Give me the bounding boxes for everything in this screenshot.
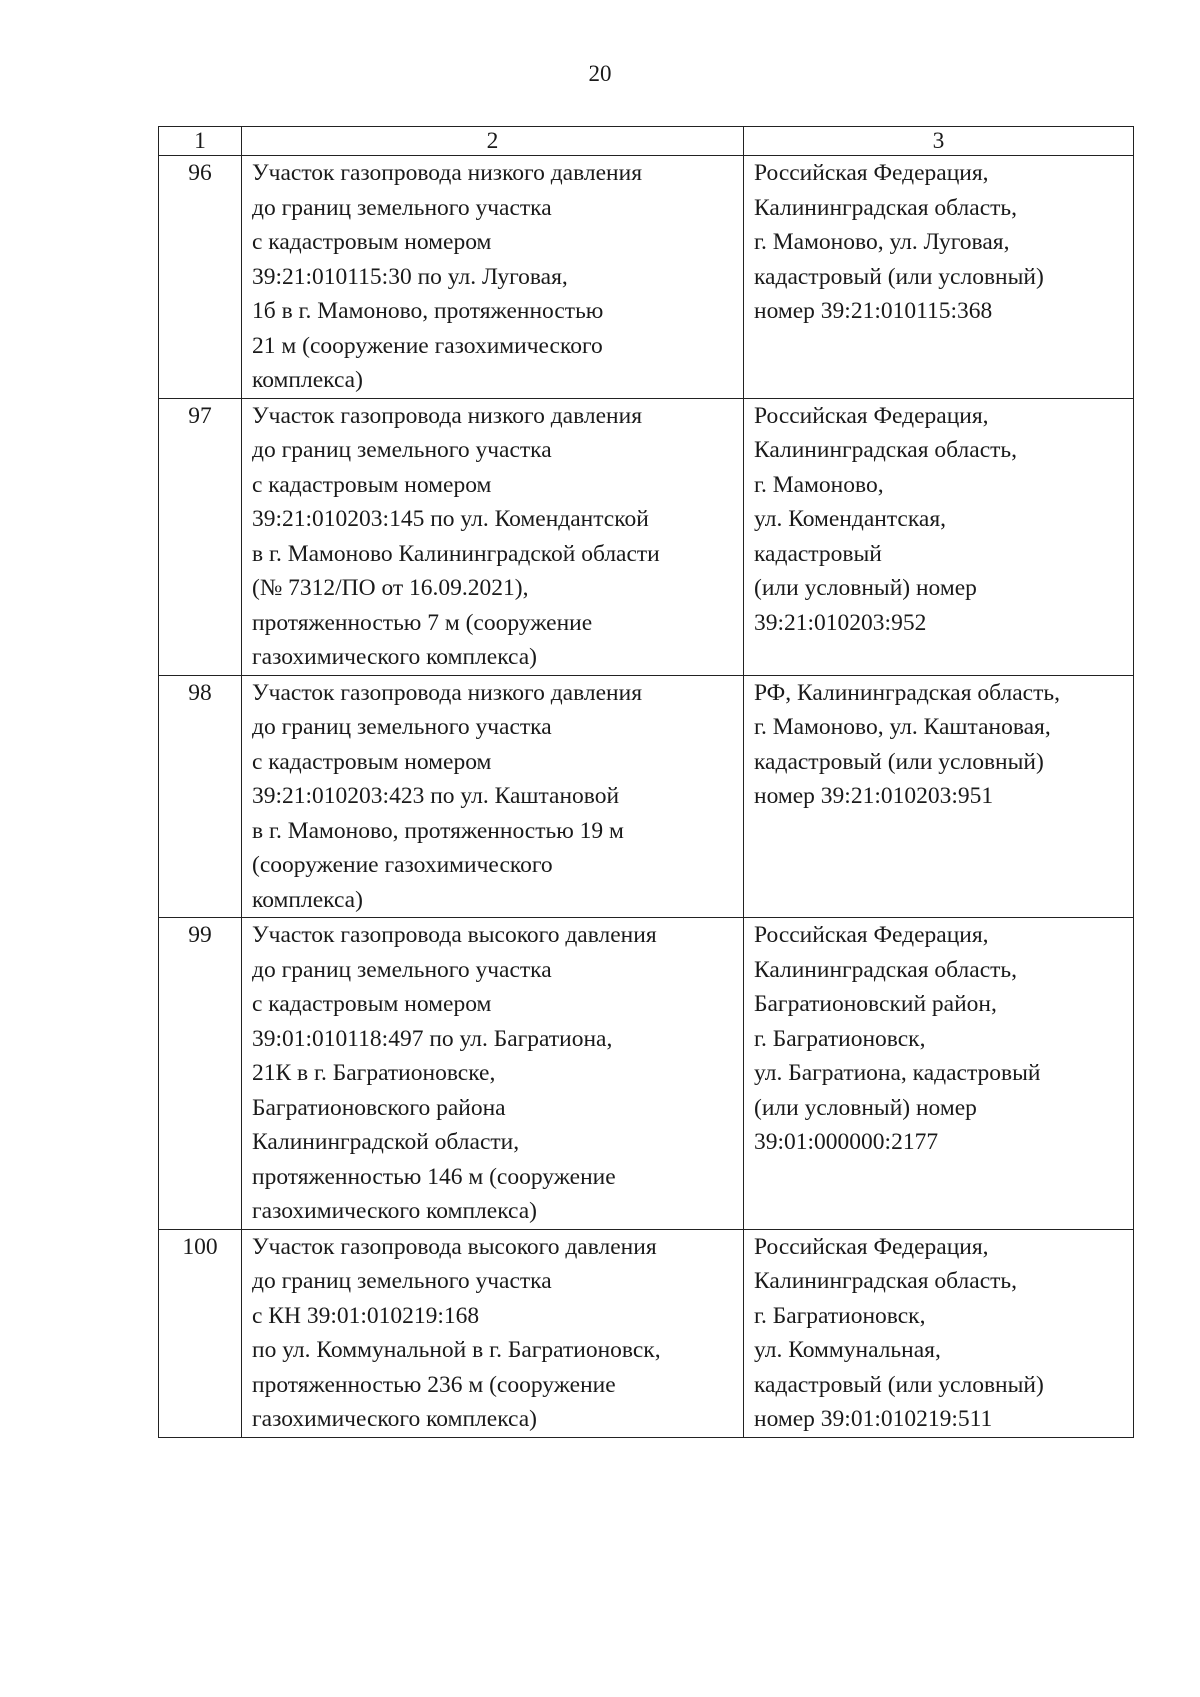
object-description [242, 918, 744, 1230]
description-line: Участок газопровода высокого давления [252, 922, 657, 948]
location-line: номер 39:21:010115:368 [754, 298, 993, 324]
location-line: Российская Федерация, [754, 1233, 989, 1260]
description-line: Калининградской области, [252, 1129, 520, 1155]
location-line: г. Багратионовск, [754, 1025, 926, 1052]
object-description [242, 1229, 744, 1437]
location-line: Российская Федерация, [754, 402, 989, 429]
location-line: кадастровый (или условный) [754, 1371, 1044, 1398]
row-number: 97 [159, 398, 242, 675]
location-line: 39:01:000000:2177 [754, 1129, 939, 1155]
table-row [159, 675, 1134, 918]
location-line: Калининградская область, [754, 1268, 1017, 1294]
description-line: с кадастровым номером [252, 991, 492, 1017]
description-line: до границ земельного участка [252, 437, 552, 463]
location-line: (или условный) номер [754, 575, 977, 601]
description-line: в г. Мамоново Калининградской области [252, 540, 660, 567]
description-line: с кадастровым номером [252, 471, 492, 498]
table-row [159, 156, 1134, 399]
header-col-2: 2 [242, 127, 744, 156]
description-line: Участок газопровода низкого давления [252, 160, 643, 186]
object-location [744, 1229, 1134, 1437]
description-line: протяженностью 146 м (сооружение [252, 1163, 616, 1190]
location-line: г. Мамоново, ул. Каштановая, [754, 714, 1051, 740]
description-line: в г. Мамоново, протяженностью 19 м [252, 817, 624, 844]
object-description [242, 156, 744, 399]
description-line: с КН 39:01:010219:168 [252, 1302, 480, 1329]
location-line: Калининградская область, [754, 437, 1017, 463]
object-location [744, 675, 1134, 918]
location-line: Российская Федерация, [754, 160, 989, 186]
description-line: 39:21:010203:145 по ул. Комендантской [252, 506, 649, 532]
description-line: газохимического комплекса) [252, 644, 538, 670]
description-line: 39:21:010115:30 по ул. Луговая, [252, 263, 568, 290]
description-line: протяженностью 7 м (сооружение [252, 609, 593, 636]
location-line: г. Мамоново, ул. Луговая, [754, 229, 1010, 255]
description-line: до границ земельного участка [252, 714, 552, 740]
location-line: г. Багратионовск, [754, 1302, 926, 1329]
row-number: 99 [159, 918, 242, 1230]
description-line: газохимического комплекса) [252, 1198, 538, 1224]
location-line: Калининградская область, [754, 956, 1017, 983]
object-description [242, 398, 744, 675]
row-number: 98 [159, 675, 242, 918]
description-line: 39:21:010203:423 по ул. Каштановой [252, 783, 620, 809]
location-line: (или условный) номер [754, 1094, 977, 1121]
description-line: газохимического комплекса) [252, 1406, 538, 1432]
description-line: с кадастровым номером [252, 229, 492, 255]
header-col-1: 1 [159, 127, 242, 156]
location-line: номер 39:21:010203:951 [754, 783, 994, 809]
location-line: Багратионовский район, [754, 991, 997, 1017]
location-line: ул. Багратиона, кадастровый [754, 1060, 1041, 1086]
row-number: 100 [159, 1229, 242, 1437]
row-number: 96 [159, 156, 242, 399]
description-line: до границ земельного участка [252, 956, 552, 983]
location-line: номер 39:01:010219:511 [754, 1406, 993, 1432]
table-header-row [159, 127, 1134, 156]
description-line: 21К в г. Багратионовске, [252, 1060, 496, 1086]
description-line: по ул. Коммунальной в г. Багратионовск, [252, 1337, 661, 1363]
description-line: (№ 7312/ПО от 16.09.2021), [252, 575, 529, 601]
page-number: 20 [588, 61, 612, 86]
object-location [744, 156, 1134, 399]
location-line: кадастровый (или условный) [754, 748, 1044, 775]
description-line: до границ земельного участка [252, 1268, 552, 1294]
description-line: 1б в г. Мамоново, протяженностью [252, 298, 604, 324]
description-line: комплекса) [252, 367, 363, 393]
description-line: 21 м (сооружение газохимического [252, 332, 603, 359]
table-row [159, 1229, 1134, 1437]
location-line: 39:21:010203:952 [754, 609, 927, 636]
registry-table-body [159, 127, 1134, 1438]
object-location [744, 918, 1134, 1230]
description-line: Участок газопровода низкого давления [252, 402, 643, 429]
location-line: ул. Коммунальная, [754, 1337, 941, 1363]
location-line: Российская Федерация, [754, 922, 989, 948]
description-line: протяженностью 236 м (сооружение [252, 1371, 616, 1398]
location-line: г. Мамоново, [754, 471, 884, 498]
location-line: ул. Комендантская, [754, 506, 947, 532]
description-line: Багратионовского района [252, 1094, 506, 1121]
location-line: кадастровый (или условный) [754, 263, 1044, 290]
object-location [744, 398, 1134, 675]
description-line: Участок газопровода низкого давления [252, 679, 643, 706]
location-line: Калининградская область, [754, 194, 1017, 221]
header-col-3: 3 [744, 127, 1134, 156]
location-line: РФ, Калининградская область, [754, 679, 1060, 706]
registry-table [158, 126, 1134, 1438]
description-line: до границ земельного участка [252, 194, 552, 221]
description-line: с кадастровым номером [252, 748, 492, 775]
description-line: комплекса) [252, 886, 363, 913]
description-line: (сооружение газохимического [252, 852, 553, 878]
object-description [242, 675, 744, 918]
description-line: Участок газопровода высокого давления [252, 1233, 657, 1260]
table-row [159, 398, 1134, 675]
table-row [159, 918, 1134, 1230]
description-line: 39:01:010118:497 по ул. Багратиона, [252, 1025, 613, 1052]
location-line: кадастровый [754, 540, 882, 567]
